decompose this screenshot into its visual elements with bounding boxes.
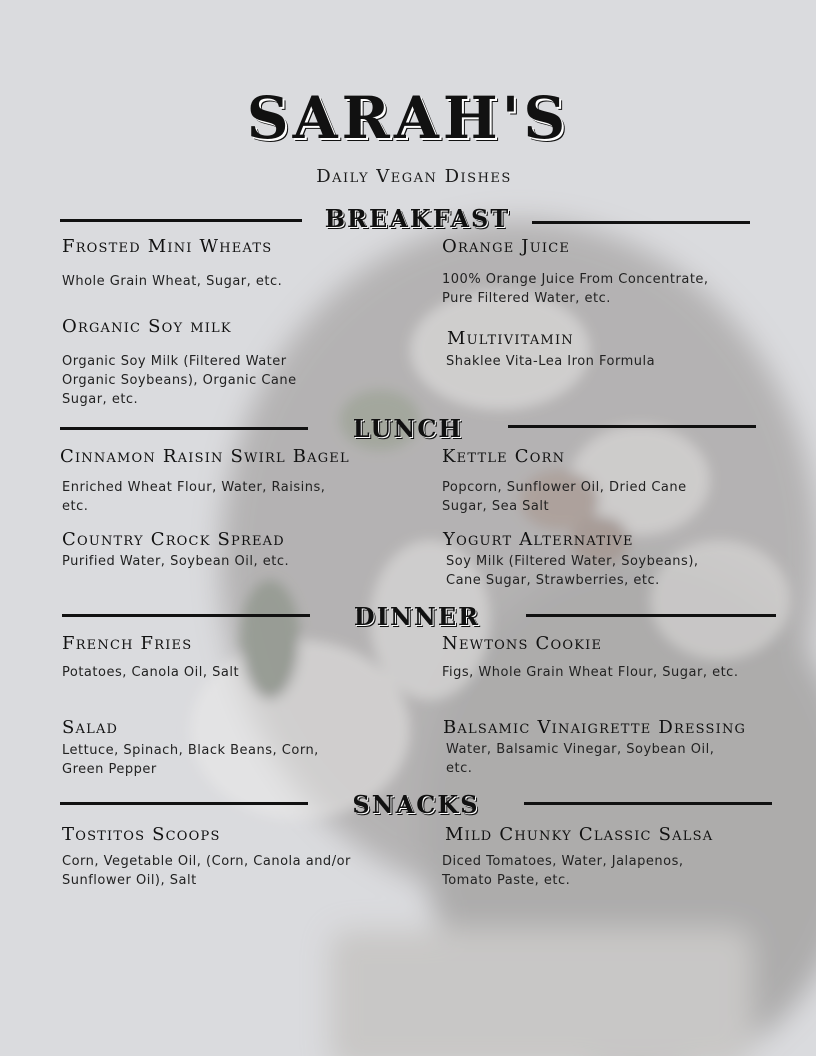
section-divider-left bbox=[60, 802, 308, 805]
menu-item-name: Yogurt Alternative bbox=[443, 529, 634, 550]
menu-item-description: Popcorn, Sunflower Oil, Dried Cane Sugar, Sea Salt bbox=[442, 480, 687, 514]
menu-item-name: Newtons Cookie bbox=[442, 633, 603, 654]
section-title-breakfast: BREAKFAST bbox=[324, 204, 511, 233]
menu-item-name: Organic Soy milk bbox=[62, 316, 232, 337]
menu-item-description: Water, Balsamic Vinegar, Soybean Oil, etc. bbox=[446, 742, 715, 776]
menu-item-name: Frosted Mini Wheats bbox=[62, 236, 273, 257]
section-divider-left bbox=[62, 614, 310, 617]
menu-item-name: Orange Juice bbox=[442, 236, 571, 257]
menu-subtitle: Daily Vegan Dishes bbox=[316, 166, 512, 187]
menu-item-name: French Fries bbox=[62, 633, 193, 654]
menu-item-description: Enriched Wheat Flour, Water, Raisins, etc. bbox=[62, 480, 326, 514]
section-divider-right bbox=[508, 425, 756, 428]
section-title-lunch: LUNCH bbox=[352, 414, 464, 443]
menu-item-name: Salad bbox=[62, 717, 119, 738]
menu-item-name: Tostitos Scoops bbox=[62, 824, 221, 845]
menu-item-name: Mild Chunky Classic Salsa bbox=[445, 824, 714, 845]
menu-item-name: Multivitamin bbox=[447, 328, 574, 349]
section-divider-left bbox=[60, 427, 308, 430]
menu-item-description: Organic Soy Milk (Filtered Water Organic Soybeans), Organic Cane Sugar, etc. bbox=[62, 354, 297, 407]
section-divider-right bbox=[526, 614, 776, 617]
restaurant-title: SARAH'S bbox=[246, 84, 570, 152]
menu-item-description: Purified Water, Soybean Oil, etc. bbox=[62, 554, 290, 569]
menu-item-name: Balsamic Vinaigrette Dressing bbox=[443, 717, 747, 738]
menu-item-description: Potatoes, Canola Oil, Salt bbox=[62, 665, 240, 680]
section-divider-left bbox=[60, 219, 302, 222]
menu-item-description: Diced Tomatoes, Water, Jalapenos, Tomato Paste, etc. bbox=[442, 854, 684, 888]
menu-item-description: 100% Orange Juice From Concentrate, Pure Filtered Water, etc. bbox=[442, 272, 709, 306]
menu-item-description: Soy Milk (Filtered Water, Soybeans), Cane Sugar, Strawberries, etc. bbox=[446, 554, 699, 588]
menu-item-name: Cinnamon Raisin Swirl Bagel bbox=[60, 446, 350, 467]
menu-item-name: Country Crock Spread bbox=[62, 529, 285, 550]
section-title-dinner: DINNER bbox=[353, 602, 481, 631]
section-title-snacks: SNACKS bbox=[352, 790, 480, 819]
menu-item-description: Lettuce, Spinach, Black Beans, Corn, Green Pepper bbox=[62, 743, 319, 777]
menu-item-name: Kettle Corn bbox=[442, 446, 566, 467]
menu-item-description: Whole Grain Wheat, Sugar, etc. bbox=[62, 274, 283, 289]
menu-item-description: Corn, Vegetable Oil, (Corn, Canola and/or Sunflower Oil), Salt bbox=[62, 854, 351, 888]
menu-item-description: Shaklee Vita-Lea Iron Formula bbox=[446, 354, 656, 369]
section-divider-right bbox=[524, 802, 772, 805]
menu-item-description: Figs, Whole Grain Wheat Flour, Sugar, etc. bbox=[442, 665, 739, 680]
section-divider-right bbox=[532, 221, 750, 224]
